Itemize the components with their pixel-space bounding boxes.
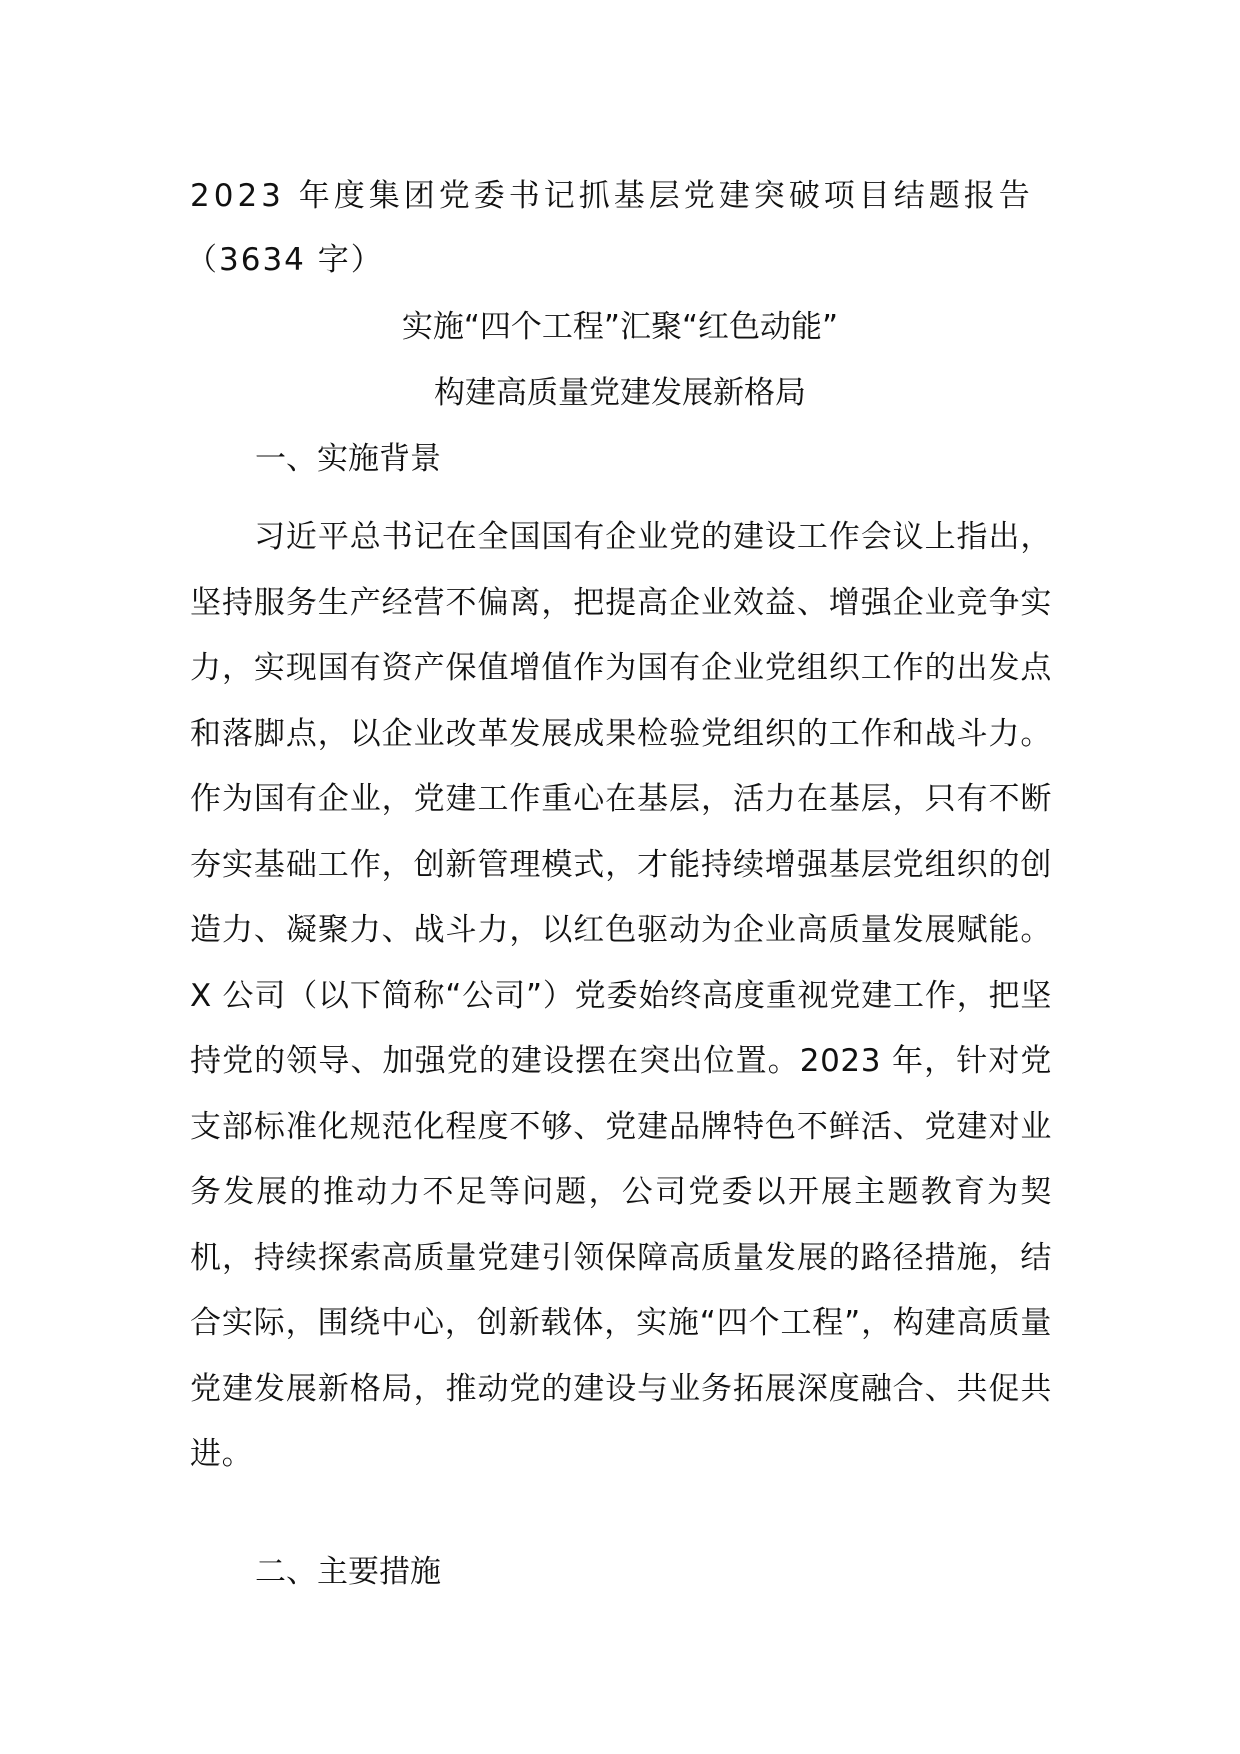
- report-heading-line1: 实施“四个工程”汇聚“红色动能”: [401, 309, 839, 345]
- section-heading-background: 一、实施背景: [255, 441, 441, 477]
- section-body-paragraph: 习近平总书记在全国国有企业党的建设工作会议上指出，坚持服务生产经营不偏离，把提高企业效益、增强企业竞争实力，实现国有资产保值增值作为国有企业党组织工作的出发点和落脚点，以企业改革发展成果检验党组织的工作和战斗力。作为国有企业，党建工作重心在基层，活力在基层，只有不断夯实基础工作，创新管理模式，才能持续增强基层党组织的创造力、凝聚力、战斗力，以红色驱动为企业高质量发展赋能。X 公司（以下简称“公司”）党委始终高度重视党建工作，把坚持党的领导、加强党的建设摆在突出位置。2023 年，针对党支部标准化规范化程度不够、党建品牌特色不鲜活、党建对业务发展的推动力不足等问题，公司党委以开展主题教育为契机，持续探索高质量党建引领保障高质量发展的路径措施，结合实际，围绕中心，创新载体，实施“四个工程”，构建高质量党建发展新格局，推动党的建设与业务拓展深度融合、共促共进。: [190, 519, 1052, 1472]
- section-heading-measures: 二、主要措施: [255, 1554, 441, 1590]
- document-title-word-count: （3634 字）: [186, 242, 384, 278]
- report-heading-line2: 构建高质量党建发展新格局: [434, 375, 806, 411]
- document-title: 2023 年度集团党委书记抓基层党建突破项目结题报告: [190, 178, 1034, 214]
